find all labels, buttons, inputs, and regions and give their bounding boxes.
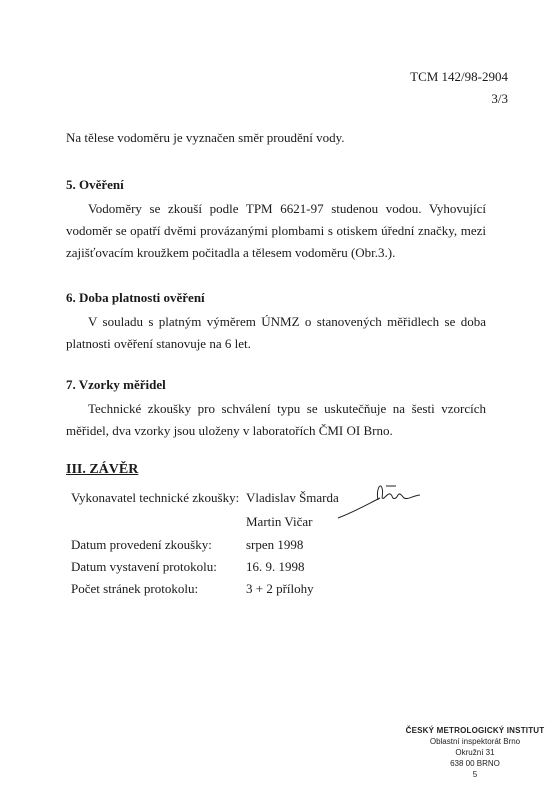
label-test-date: Datum provedení zkoušky: bbox=[71, 537, 212, 552]
stamp-street: Okružní 31 bbox=[455, 748, 495, 757]
value-examiner-2: Martin Vičar bbox=[246, 514, 313, 529]
label-page-count: Počet stránek protokolu: bbox=[71, 581, 199, 596]
section-validity bbox=[66, 287, 486, 355]
stamp-number: 5 bbox=[472, 770, 478, 779]
stamp-inspectorate: Oblastní inspektorát Brno bbox=[429, 737, 521, 746]
section-text: Vodoměry se zkouší podle TPM 6621-97 studenou vodou. Vyhovující vodoměr se opatří dvěmi provázanými plombami s otiskem úřední značky, mezi zajišťovacím kroužkem počitadla a tělesem vodoměru (Obr.3.). bbox=[66, 201, 486, 260]
section-title: 6. Doba platnosti ověření bbox=[66, 290, 205, 305]
handwritten-signature bbox=[336, 478, 422, 522]
page-header bbox=[410, 66, 508, 110]
section-title: 7. Vzorky měřidel bbox=[66, 377, 166, 392]
value-examiner-1: Vladislav Šmarda bbox=[246, 490, 339, 505]
label-issue-date: Datum vystavení protokolu: bbox=[71, 559, 217, 574]
intro-paragraph: Na tělese vodoměru je vyznačen směr proudění vody. bbox=[66, 130, 345, 145]
document-number: TCM 142/98-2904 bbox=[410, 69, 508, 84]
value-issue-date: 16. 9. 1998 bbox=[246, 559, 305, 574]
section-title: 5. Ověření bbox=[66, 177, 124, 192]
section-text: Technické zkoušky pro schválení typu se uskutečňuje na šesti vzorcích měřidel, dva vzorky jsou uloženy v laboratořích ČMI OI Brno. bbox=[66, 401, 486, 438]
section-text: V souladu s platným výměrem ÚNMZ o stanovených měřidlech se doba platnosti ověření stanovuje na 6 let. bbox=[66, 314, 486, 351]
value-test-date: srpen 1998 bbox=[246, 537, 304, 552]
institute-stamp bbox=[400, 725, 550, 780]
value-page-count: 3 + 2 přílohy bbox=[246, 581, 314, 596]
label-examiner: Vykonavatel technické zkoušky: bbox=[71, 490, 240, 505]
stamp-city: 638 00 BRNO bbox=[450, 759, 500, 768]
page-number: 3/3 bbox=[491, 91, 508, 106]
section-verification bbox=[66, 174, 486, 264]
section-samples bbox=[66, 374, 486, 442]
stamp-institute-name: ČESKÝ METROLOGICKÝ INSTITUT bbox=[405, 726, 545, 735]
conclusion-title: III. ZÁVĚR bbox=[66, 462, 139, 477]
